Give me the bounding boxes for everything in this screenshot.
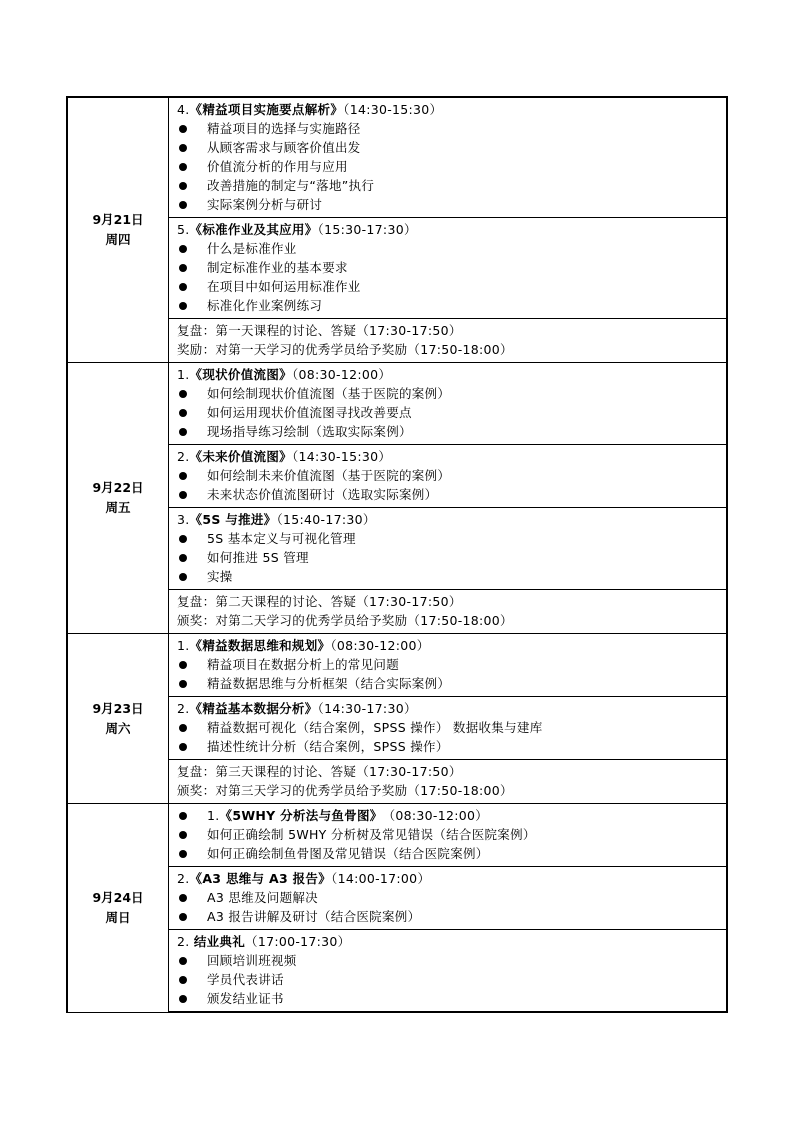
- bullet-icon: [179, 850, 187, 858]
- topic-text: 实际案例分析与研讨: [207, 197, 323, 212]
- session-title: [177, 100, 726, 119]
- topic-text: 颁发结业证书: [207, 991, 284, 1006]
- topic-text: A3 思维及问题解决: [207, 890, 318, 905]
- session-topic: [177, 466, 726, 485]
- schedule-body: [67, 97, 727, 1012]
- bullet-icon: [179, 245, 187, 253]
- day-cell: [67, 97, 169, 363]
- topic-text: 描述性统计分析（结合案例，SPSS 操作）: [207, 739, 449, 754]
- bullet-icon: [179, 812, 187, 820]
- session-title: [177, 447, 726, 466]
- topic-text: 学员代表讲话: [207, 972, 284, 987]
- session-name: 《精益数据思维和规划》: [189, 638, 331, 653]
- day-date: 9月23日: [92, 700, 144, 716]
- bullet-icon: [179, 554, 187, 562]
- session-title: [177, 869, 726, 888]
- session-name: 《标准作业及其应用》: [189, 222, 318, 237]
- session-cell: [169, 590, 728, 634]
- session-cell: [169, 218, 728, 319]
- topic-text: 现场指导练习绘制（选取实际案例）: [207, 424, 412, 439]
- review-note: 颁奖：对第三天学习的优秀学员给予奖励（17:50-18:00）: [177, 783, 513, 798]
- topic-text: 如何绘制未来价值流图（基于医院的案例）: [207, 468, 451, 483]
- session-time: （14:00-17:00）: [331, 871, 431, 886]
- session-topic: [177, 384, 726, 403]
- bullet-icon: [179, 831, 187, 839]
- day-date: 9月22日: [92, 480, 144, 495]
- session-number: 2.: [177, 449, 190, 464]
- topic-text: 标准化作业案例练习: [207, 298, 323, 313]
- session-topic: [177, 844, 726, 863]
- review-note: 复盘：第一天课程的讨论、答疑（17:30-17:50）: [177, 323, 462, 338]
- session-topic: [177, 239, 726, 258]
- topic-text: 精益项目在数据分析上的常见问题: [207, 657, 400, 672]
- topic-text: 如何推进 5S 管理: [207, 550, 309, 565]
- session-cell: [169, 363, 728, 445]
- session-topic: [177, 157, 726, 176]
- session-title: [177, 636, 726, 655]
- session-topic: [177, 422, 726, 441]
- day-cell: [67, 634, 169, 804]
- session-topic: [177, 195, 726, 214]
- topic-text: 什么是标准作业: [207, 241, 297, 256]
- session-topic: [177, 567, 726, 586]
- session-name: 《现状价值流图》: [189, 367, 292, 382]
- bullet-icon: [179, 913, 187, 921]
- topic-text: 精益数据可视化（结合案例，SPSS 操作） 数据收集与建库: [207, 720, 543, 735]
- bullet-icon: [179, 201, 187, 209]
- session-cell: [169, 867, 728, 930]
- session-topic: [177, 548, 726, 567]
- bullet-icon: [179, 182, 187, 190]
- session-number: 1.: [177, 367, 190, 382]
- bullet-icon: [179, 724, 187, 732]
- session-time: （15:30-17:30）: [317, 222, 417, 237]
- session-topic: [177, 403, 726, 422]
- session-title: [177, 932, 726, 951]
- bullet-icon: [179, 428, 187, 436]
- bullet-icon: [179, 264, 187, 272]
- session-time: （08:30-12:00）: [382, 808, 489, 823]
- bullet-icon: [179, 957, 187, 965]
- session-cell: [169, 319, 728, 363]
- session-topic: [177, 951, 726, 970]
- session-title: [177, 806, 726, 825]
- session-topic: [177, 258, 726, 277]
- session-topic: [177, 674, 726, 693]
- topic-text: 改善措施的制定与“落地”执行: [207, 178, 375, 193]
- session-name: 《未来价值流图》: [189, 449, 292, 464]
- session-name: 结业典礼: [193, 934, 246, 949]
- topic-text: 如何正确绘制鱼骨图及常见错误（结合医院案例）: [207, 846, 489, 861]
- session-title: [177, 510, 726, 529]
- bullet-icon: [179, 409, 187, 417]
- bullet-icon: [179, 491, 187, 499]
- day-date: 9月24日: [92, 889, 144, 905]
- session-title: [177, 699, 726, 718]
- session-time: （08:30-12:00）: [291, 367, 392, 382]
- day-weekday: 周六: [105, 720, 131, 736]
- bullet-icon: [179, 995, 187, 1003]
- session-topic: [177, 970, 726, 989]
- session-number: 2.: [177, 934, 194, 949]
- bullet-icon: [179, 163, 187, 171]
- bullet-icon: [179, 894, 187, 902]
- topic-text: 如何运用现状价值流图寻找改善要点: [207, 405, 412, 420]
- session-cell: [169, 97, 728, 218]
- topic-text: A3 报告讲解及研讨（结合医院案例）: [207, 909, 421, 924]
- session-number: 1.: [177, 638, 190, 653]
- session-topic: [177, 296, 726, 315]
- topic-text: 5S 基本定义与可视化管理: [207, 531, 356, 546]
- day-weekday: 周五: [105, 500, 131, 515]
- bullet-icon: [179, 144, 187, 152]
- session-topic: [177, 989, 726, 1008]
- schedule-row: [67, 804, 727, 867]
- session-topic: [177, 138, 726, 157]
- topic-text: 回顾培训班视频: [207, 953, 297, 968]
- bullet-icon: [179, 302, 187, 310]
- session-cell: [169, 697, 728, 760]
- topic-text: 未来状态价值流图研讨（选取实际案例）: [207, 487, 438, 502]
- session-topic: [177, 277, 726, 296]
- session-cell: [169, 445, 728, 508]
- session-title: [177, 365, 726, 384]
- topic-text: 精益项目的选择与实施路径: [207, 121, 361, 136]
- review-note: 奖励：对第一天学习的优秀学员给予奖励（17:50-18:00）: [177, 342, 513, 357]
- session-cell: [169, 508, 728, 590]
- schedule-row: [67, 363, 727, 445]
- session-time: （14:30-15:30）: [291, 449, 392, 464]
- session-time: （17:00-17:30）: [245, 934, 351, 949]
- topic-text: 制定标准作业的基本要求: [207, 260, 348, 275]
- session-time: （15:40-17:30）: [276, 512, 376, 527]
- session-name: 《精益基本数据分析》: [189, 701, 318, 716]
- session-number: 1.: [207, 808, 220, 823]
- session-topic: [177, 176, 726, 195]
- day-weekday: 周四: [105, 232, 131, 247]
- day-cell: [67, 363, 169, 634]
- session-topic: [177, 529, 726, 548]
- review-note: 复盘：第二天课程的讨论、答疑（17:30-17:50）: [177, 594, 462, 609]
- session-topic: [177, 718, 726, 737]
- session-cell: [169, 930, 728, 1013]
- bullet-icon: [179, 472, 187, 480]
- bullet-icon: [179, 743, 187, 751]
- session-cell: [169, 634, 728, 697]
- topic-text: 精益数据思维与分析框架（结合实际案例）: [207, 676, 451, 691]
- schedule-table: [66, 96, 728, 1013]
- session-topic: [177, 888, 726, 907]
- session-title: [177, 220, 726, 239]
- topic-text: 从顾客需求与顾客价值出发: [207, 140, 361, 155]
- session-name: 《A3 思维与 A3 报告》: [189, 871, 332, 886]
- topic-text: 在项目中如何运用标准作业: [207, 279, 361, 294]
- session-number: 3.: [177, 512, 190, 527]
- bullet-icon: [179, 390, 187, 398]
- session-time: （14:30-15:30）: [343, 102, 443, 117]
- session-topic: [177, 119, 726, 138]
- session-number: 2.: [177, 701, 190, 716]
- day-date: 9月21日: [92, 212, 144, 227]
- topic-text: 价值流分析的作用与应用: [207, 159, 348, 174]
- session-number: 5.: [177, 222, 190, 237]
- bullet-icon: [179, 976, 187, 984]
- schedule-row: [67, 97, 727, 218]
- session-topic: [177, 907, 726, 926]
- bullet-icon: [179, 283, 187, 291]
- session-topic: [177, 485, 726, 504]
- review-note: 颁奖：对第二天学习的优秀学员给予奖励（17:50-18:00）: [177, 613, 513, 628]
- session-name: 《5S 与推进》: [189, 512, 277, 527]
- session-topic: [177, 655, 726, 674]
- topic-text: 如何绘制现状价值流图（基于医院的案例）: [207, 386, 451, 401]
- session-time: （14:30-17:30）: [317, 701, 417, 716]
- schedule-row: [67, 634, 727, 697]
- session-topic: [177, 825, 726, 844]
- session-name: 《5WHY 分析法与鱼骨图》: [219, 808, 383, 823]
- session-cell: [169, 760, 728, 804]
- day-weekday: 周日: [105, 909, 131, 925]
- bullet-icon: [179, 661, 187, 669]
- bullet-icon: [179, 680, 187, 688]
- session-number: 2.: [177, 871, 190, 886]
- session-cell: [169, 804, 728, 867]
- bullet-icon: [179, 573, 187, 581]
- session-topic: [177, 737, 726, 756]
- topic-text: 如何正确绘制 5WHY 分析树及常见错误（结合医院案例）: [207, 827, 536, 842]
- bullet-icon: [179, 535, 187, 543]
- bullet-icon: [179, 125, 187, 133]
- topic-text: 实操: [207, 569, 233, 584]
- session-number: 4.: [177, 102, 190, 117]
- session-time: （08:30-12:00）: [330, 638, 430, 653]
- day-cell: [67, 804, 169, 1013]
- review-note: 复盘：第三天课程的讨论、答疑（17:30-17:50）: [177, 764, 462, 779]
- session-name: 《精益项目实施要点解析》: [189, 102, 344, 117]
